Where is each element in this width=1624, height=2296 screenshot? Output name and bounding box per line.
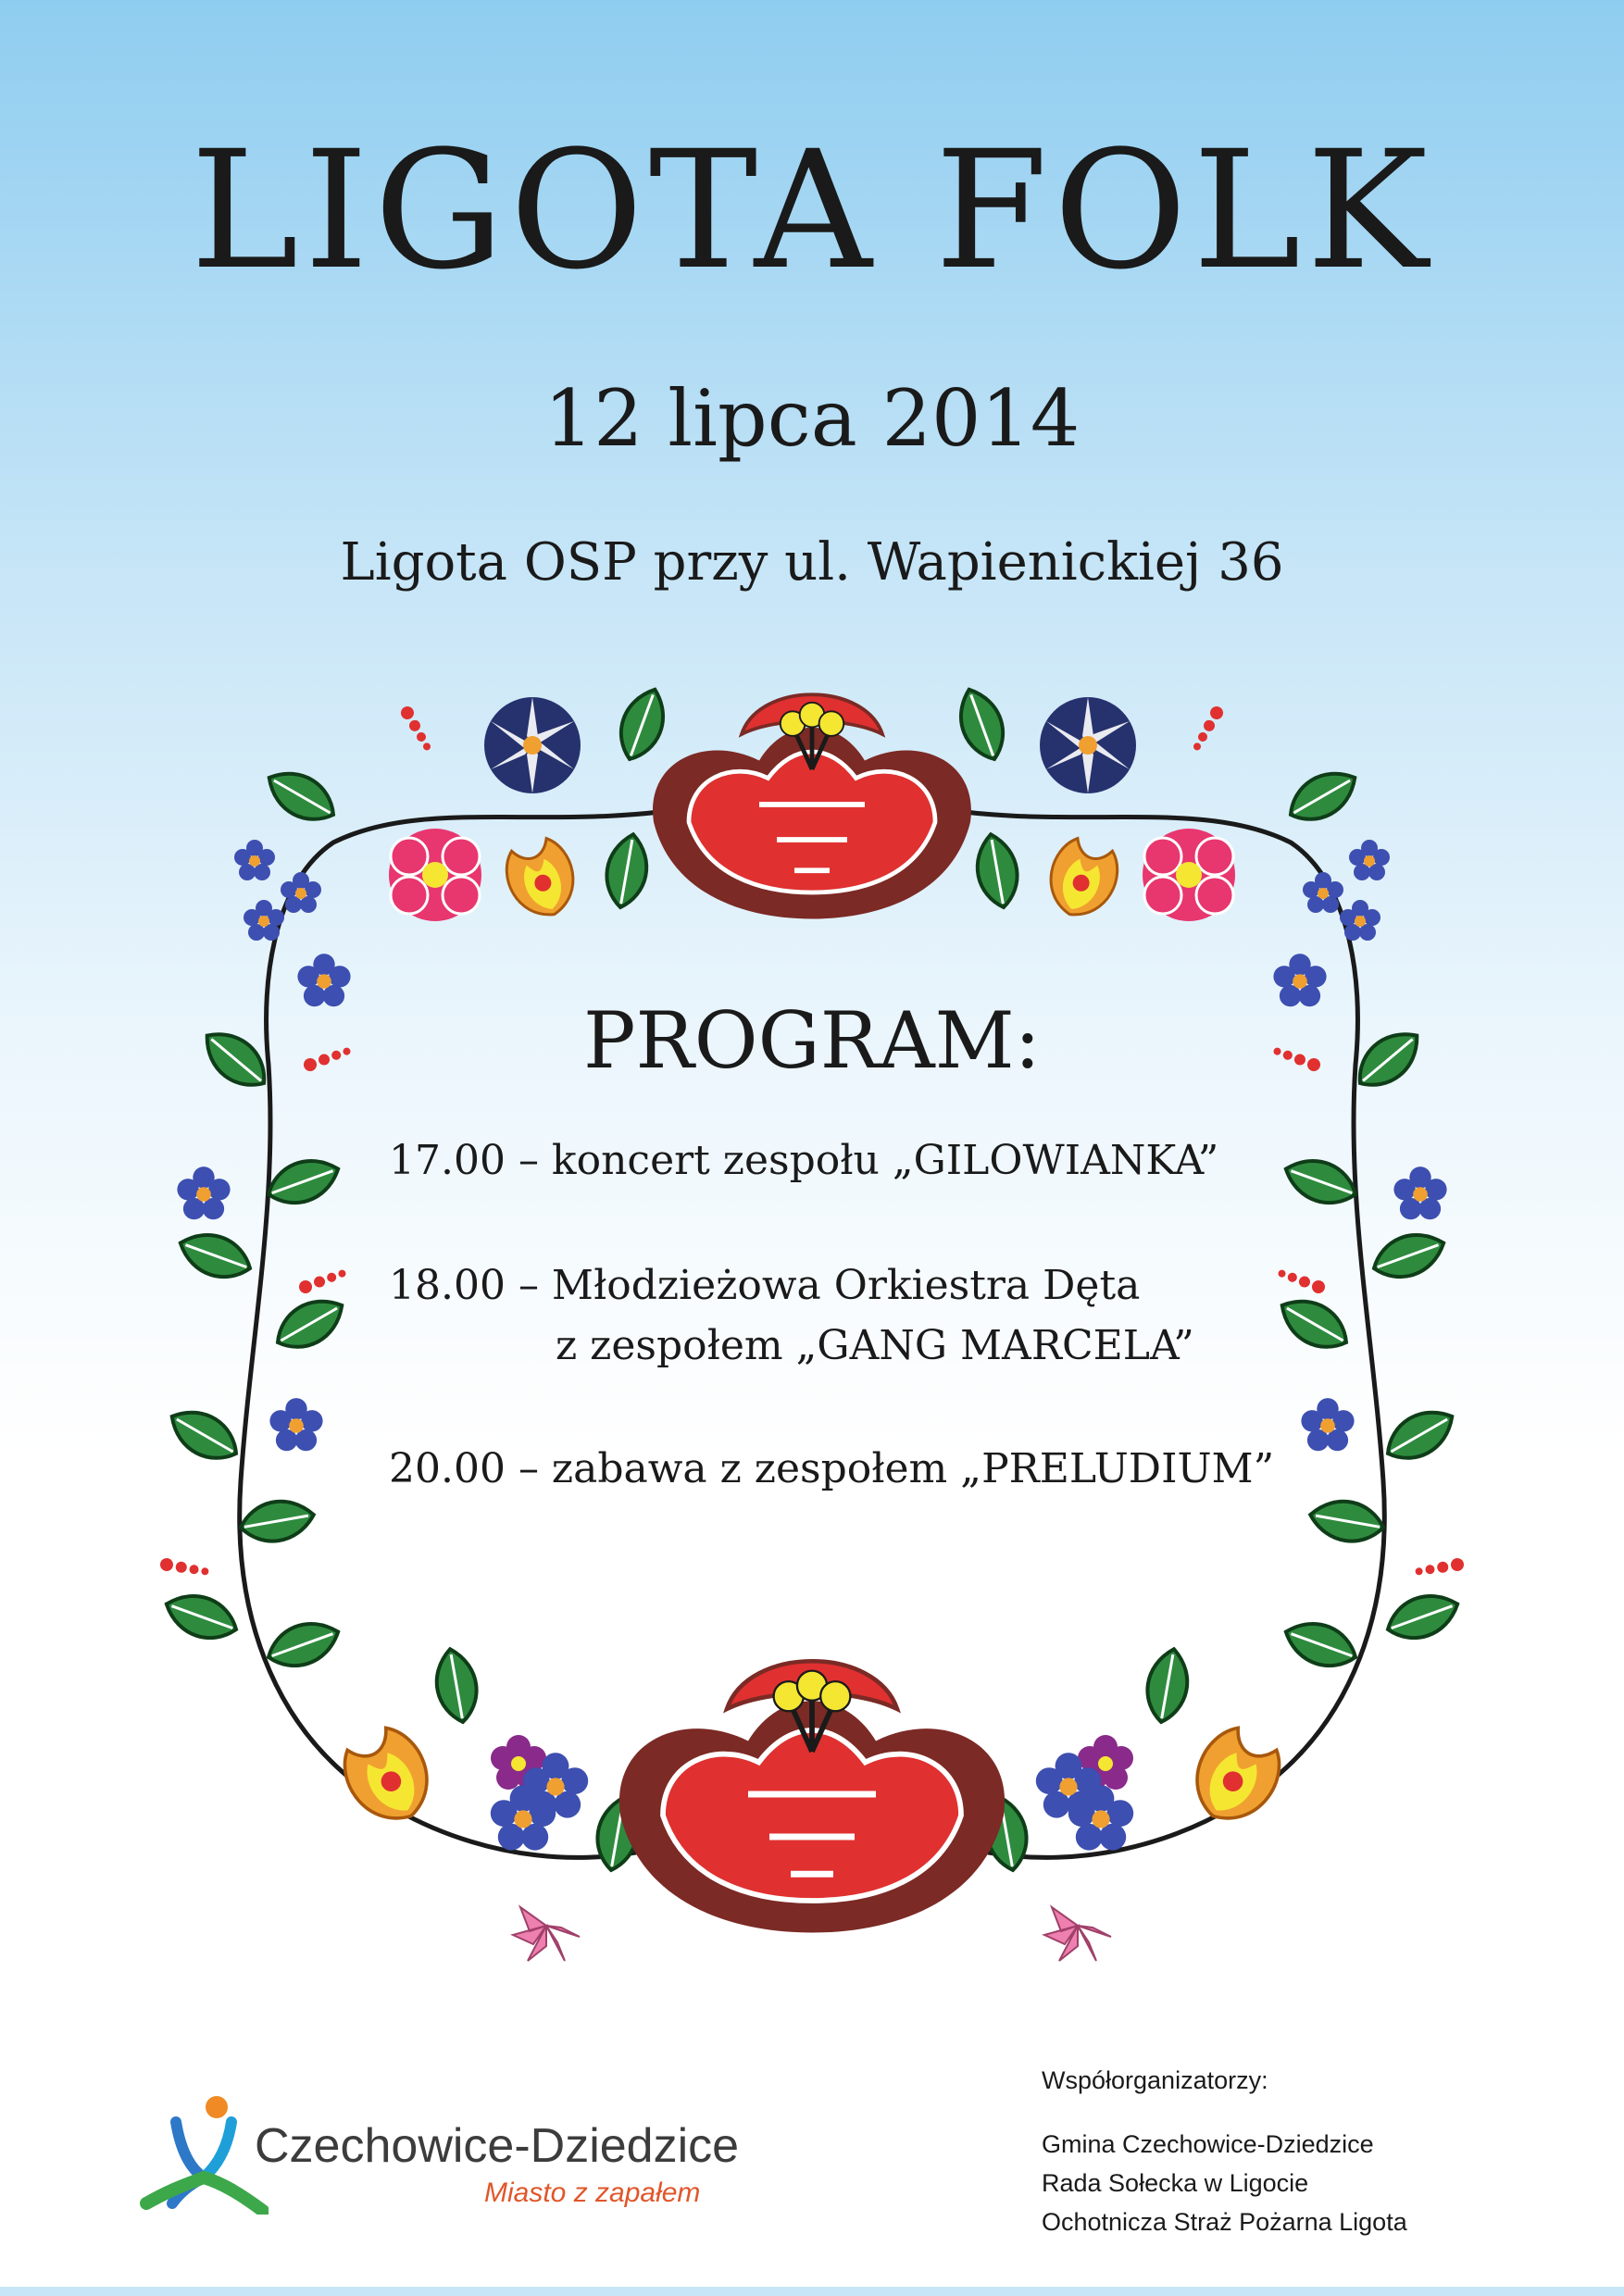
organizer-item: Gmina Czechowice-Dziedzice xyxy=(1042,2130,1374,2158)
organizer-item: Rada Sołecka w Ligocie xyxy=(1042,2169,1309,2197)
footer-bottom-strip xyxy=(0,2287,1624,2296)
event-title: LIGOTA FOLK xyxy=(190,116,1434,306)
program-item: 20.00 – zabawa z zespołem „PRELUDIUM” xyxy=(389,1445,1275,1492)
program-heading: PROGRAM: xyxy=(583,995,1041,1086)
city-logo-name: Czechowice-Dziedzice xyxy=(255,2119,740,2173)
organizer-item: Ochotnicza Straż Pożarna Ligota xyxy=(1042,2208,1407,2236)
event-date: 12 lipca 2014 xyxy=(543,373,1081,464)
program-item: 17.00 – koncert zespołu „GILOWIANKA” xyxy=(389,1137,1219,1184)
organizers-heading: Współorganizatorzy: xyxy=(1042,2066,1268,2094)
city-logo-slogan: Miasto z zapałem xyxy=(484,2177,701,2208)
city-logo-icon xyxy=(139,2094,269,2215)
program-item: 18.00 – Młodzieżowa Orkiestra Dęta xyxy=(389,1262,1141,1309)
program-item-continuation: z zespołem „GANG MARCELA” xyxy=(556,1322,1194,1369)
event-venue: Ligota OSP przy ul. Wapienickiej 36 xyxy=(340,532,1284,593)
